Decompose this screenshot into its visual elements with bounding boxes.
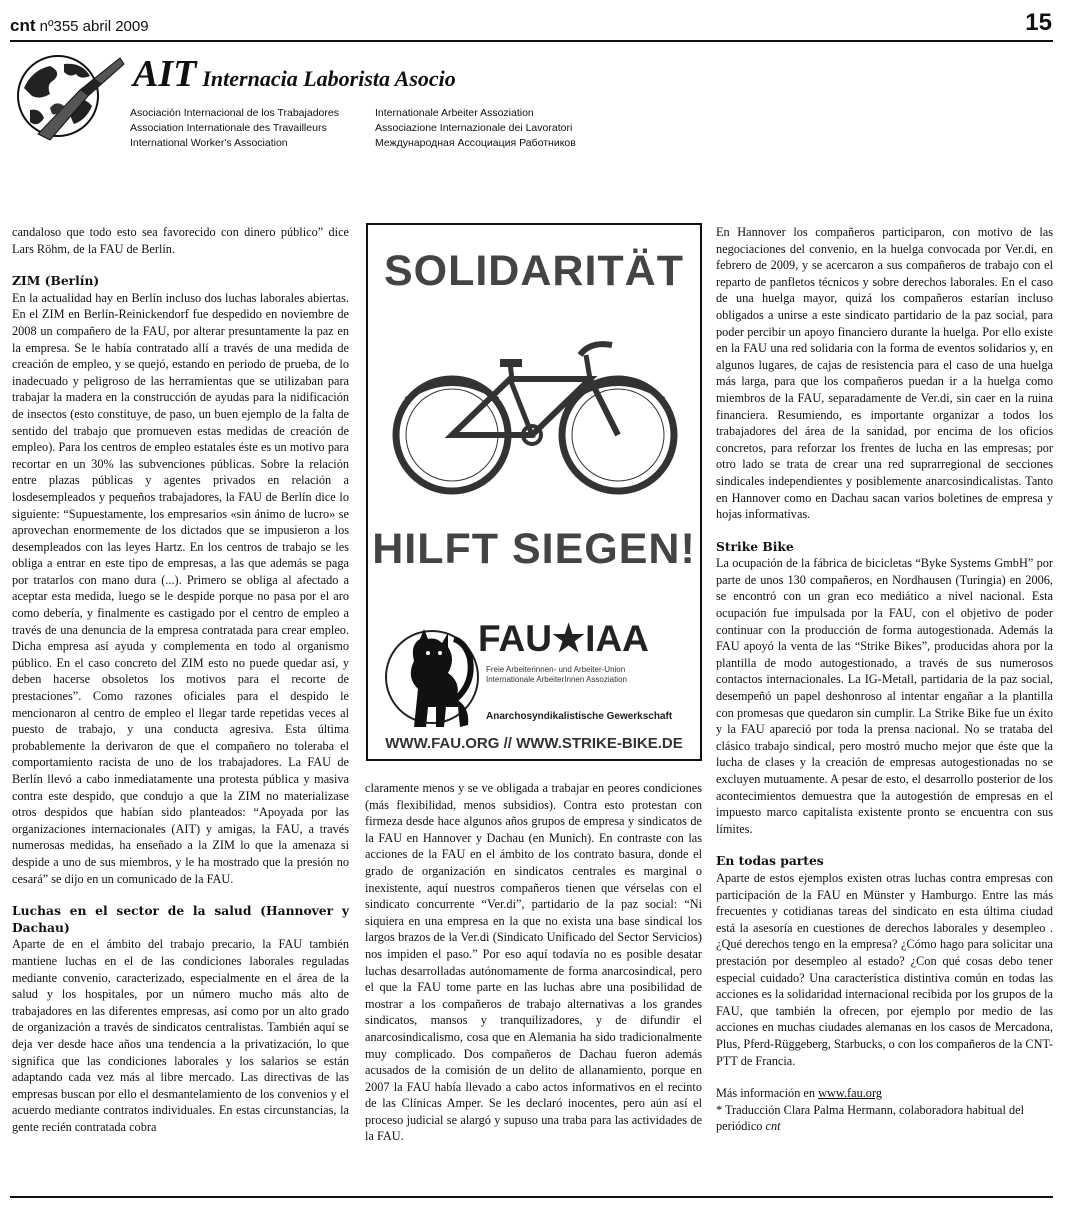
association-name: Associazione Internazionale dei Lavoratori: [375, 122, 573, 134]
paragraph: En la actualidad hay en Berlín incluso dos luchas laborales abiertas. En el ZIM en Berlín-Reinickendorf fue despedido en noviembre de 2008 un compañero de la FAU, por alterar presuntamente la paz en la empresa. Se le había contratado allí a través de una medida de creación de empleo, y se quejó, estando en periodo de prueba, de lo inadecuado y peligroso de las herramientas que se utilizaban para trabajar la madera en la construcción de ayudas para la nidificación de insectos (esto constituye, de paso, un buen ejemplo de la falta de sentido del trabajo que promueven estas medidas de creación de empleo). Para los centros de empleo estatales éste es un motivo para recortar en un 30% las subvenciones públicas. Sobre la relación entre plazas públicas y agentes privados en relación a losdesempleados y pequeños trabajadores, la FAU de Berlín dice lo siguiente: “Supuestamente, los empresarios «sin ánimo de lucro» se aprovechan enormemente de los dictados que se impusieron a los desempleados con las leyes Hartz. En los centros de trabajo se les obliga a entrar en este tipo de empresas, a las que además se paga por tratarlos con mano dura (...). Primero se obliga al afectado a aceptar esta medida, luego se le despide porque no pasa por el aro como debería, y finalmente es castigado por el centro de empleo a través de una denuncia de la empresa contratada para crear empleo. Dicha empresa así ayuda y complementa en todo al organismo público. En el caso concreto del ZIM esto no puede quedar así, y deben hacerse obsoletos los motivos para el recorte de prestaciones”. Como razones oficiales para el despido le mencionaron al centro de empleo el llegar tarde repetidas veces al puesto de trabajo, y una conducta agresiva. Esta última probablemente la derivaron de que el compañero no toleraba el comportamiento racista de uno de los trabajadores. La FAU de Berlín llevó a cabo inmediatamente una protesta pública y masiva contra este despido, que condujo a que la ZIM no materializase otros despidos que habían sido planteados: “Apoyada por las organizaciones internacionales (AIT) y amigas, la FAU, a través numerosas medidas, ha enseñado a la ZIM lo que la amenaza si despide a uno de sus miembros, y le ha mostrado que la presión no cesará” se dijo en un comunicado de la FAU.: [12, 290, 349, 886]
publication-name: cnt: [10, 16, 36, 35]
association-name: Asociación Internacional de los Trabajadores: [130, 107, 339, 119]
paragraph-spacer: [12, 257, 349, 273]
article-column-3: [716, 224, 1053, 1135]
paragraph: Aparte de estos ejemplos existen otras luchas contra empresas con participación de la FAU en Münster y Hamburgo. Entre las más frecuentes y cotidianas tareas del sindicato en esta última ciudad está la asesoría en cuestiones de derechos laborales y desempleo . ¿Qué derechos tengo en la empresa? ¿Cómo hago para solicitar una prestación por desempleo al estado? ¿Con qué cosas debo tener especial cuidado? Una característica distintiva común en todas las acciones es la solidaridad internacional recibida por los grupos de la FAU, que también la ofrecen, por ejemplo por medio de las acciones en muchas ciudades alemanas en los casos de Mercadona, Plus, Pferd-Rüggeberg, Starbucks, o con los compañeros de la CNT-PTT de Francia.: [716, 870, 1053, 1068]
translation-credit: [716, 1102, 1053, 1135]
paragraph-spacer: [716, 1069, 1053, 1085]
more-info-line: [716, 1085, 1053, 1102]
ait-esperanto-name: Internacia Laborista Asocio: [202, 66, 456, 91]
paragraph: claramente menos y se ve obligada a trabajar en peores condiciones (más flexibilidad, menos subsidios). Contra esto protestan con firmeza desde hace algunos años grupos de empresa y sindicatos de la FAU en Hannover y Dachau (en Munich). En contraste con las acciones de la FAU en el ámbito de los contrato basura, donde el grado de organización en sindicatos centrales es marginal o inexistente, aquí nuestros compañeros tienen que vérselas con el sindicato concurrente “Ver.di”, partidario de la paz social: “Ni siquiera en una empresa en la que no exista una base sindical los largos brazos de la Ver.di (Sindicato Unificado del Sector Servicios) nos impiden el paso.” Por eso aquí todavía no es posible desatar luchas desarrolladas autónomamente de forma anarcosindical, pero el que la FAU tome parte en las luchas abre una posibilidad de mostrar a los compañeros de trabajo alternativas a los grandes sindicatos, mansos y tranquilizadores, y de difundir el anarcosindicalismo, cosa que en Alemania ha sido tradicionalmente muy complicado. Dos compañeros de Dachau fueron además acusados de la comisión de un delito de allanamiento, porque en 2007 la FAU había llevado a cabo actos informativos en el recinto de las Clínicas Amper. Se les declaró inocentes, pero aún así el proceso judicial se alargó y supuso una traba para las actividades de la FAU.: [365, 781, 702, 1144]
paragraph: Aparte de en el ámbito del trabajo precario, la FAU también mantiene luchas en el de las condiciones laborales reguladas mediante convenio, caracterizado, especialmente en el área de la salud y los hospitales, por un número mucho más alto de trabajadores en las diferentes empresas, así como por un alto grado de organización a través de sindicatos centralistas. También aquí se deja ver desde hace años una tendencia a la privatización, lo que significa que las condiciones laborales y los salarios se están adaptando cada vez más al libre mercado. Las directivas de las empresas buscan por ello el desmantelamiento de los convenios y el acuerdo mediante contratos individuales. En estas circunstancias, la gente recién contratada cobra: [12, 937, 349, 1134]
solidarity-poster: [366, 223, 702, 761]
fau-name-line: Freie Arbeiterinnen- und Arbeiter-Union: [486, 665, 626, 674]
credit-publication: cnt: [765, 1119, 781, 1134]
paragraph: candaloso que todo esto sea favorecido con dinero público” dice Lars Röhm, de la FAU de Berlín.: [12, 225, 349, 256]
more-info-label: Más información en: [716, 1086, 816, 1101]
page-number: 15: [1025, 9, 1052, 36]
association-names-left: [130, 106, 339, 151]
association-name: Association Internationale des Travailleurs: [130, 122, 327, 134]
article-column-2: [365, 780, 702, 1145]
fau-name-line: Internationale ArbeiterInnen Assoziation: [486, 675, 627, 684]
fau-tagline: Anarchosyndikalistische Gewerkschaft: [486, 711, 673, 722]
footer-rule: [10, 1196, 1053, 1198]
fau-full-name: [486, 665, 627, 685]
association-names-right: [375, 106, 576, 151]
association-name: Internationale Arbeiter Assoziation: [375, 107, 534, 119]
header-rule: [10, 40, 1053, 42]
paragraph-spacer: [12, 887, 349, 903]
paragraph: En Hannover los compañeros participaron, con motivo de las negociaciones del convenio, en la huelga convocada por Ver.di, en febrero de 2009, y se acercaron a sus compañeros de trabajo con el reparto de panfletos técnicos y sobre derechos laborales. En el caso de una huelga mayor, quizá los compañeros estarían incluso obligados a unirse a este sindicato partidario de la paz social, para poder percibir un apoyo financiero durante la huelga. Por ello existe en la FAU una red solidaria con la forma de eventos solidarios y, en algunos lugares, de cajas de resistencia para el caso de una huelga más larga, para que los compañeros puedan ir a la huelga como miembros de la FAU, separadamente de Ver.di, sin caer en la ruina financiera. Resumiendo, es importante organizar a todos los trabajadores del área de la sanidad, por encima de los oficios concretos, para reforzar los frentes de lucha en las empresas; por otro lado se trata de crear una red suprarregional de secciones sindicales independientes y posiblemente anarcosindicalistas. Tanto en Hannover como en Dachau sacan varios boletines de empresa y hojas informativas.: [716, 225, 1053, 522]
section-heading: Strike Bike: [716, 538, 794, 554]
fau-website-link[interactable]: www.fau.org: [818, 1086, 882, 1101]
fau-iaa-logo-text: FAU★IAA: [478, 618, 649, 659]
credit-text: * Traducción Clara Palma Hermann, colaboradora habitual del periódico: [716, 1102, 1025, 1134]
paragraph-spacer: [716, 837, 1053, 853]
ait-title: [133, 52, 456, 96]
section-heading: ZIM (Berlín): [12, 273, 100, 289]
poster-urls: WWW.FAU.ORG // WWW.STRIKE-BIKE.DE: [385, 735, 683, 752]
paragraph-spacer: [716, 523, 1053, 539]
publication-info: [10, 16, 149, 36]
ait-globe-logo: [10, 50, 128, 148]
issue-info: nº355 abril 2009: [39, 18, 149, 35]
association-name: Международная Ассоциация Работников: [375, 137, 576, 149]
article-column-1: [12, 224, 349, 1135]
paragraph: La ocupación de la fábrica de bicicletas “Byke Systems GmbH” por parte de unos 130 compañeros, en Nordhausen (Turingia) en 2006, se encontró con un gran eco mediático a nivel nacional. Esta ocupación fue impulsada por la FAU, con el objetivo de poder continuar con la producción de forma autogestionada. Además la FAU apoyó la venta de las “Strike Bikes”, producidas ahora por la plantilla de modo autogestionado, a través de sus numerosos contactos internacionales. La IG-Metall, partidaria de la paz social, desempeñó un papel deshonroso al intentar engañar a la plantilla con promesas que quedaron sin cumplir. La Strike Bike fue un éxito y la FAU apareció por toda la prensa nacional. No se trataba del clásico trabajo sindical, pero mostró mucho mejor que éste que la lucha de clases y la creación de empresas autogestionadas no se excluyen mutuamente. A pesar de esto, el desarrollo posterior de los acontecimientos demuestra que la autogestión de empresas en el impuesto marco capitalista existente pronto se encuentra con sus límites.: [716, 556, 1053, 836]
association-name: International Worker's Association: [130, 137, 288, 149]
bicycle-icon: [390, 305, 680, 505]
poster-headline: SOLIDARITÄT: [383, 247, 685, 295]
ait-acronym: AIT: [133, 53, 197, 95]
poster-slogan: HILFT SIEGEN!: [372, 525, 696, 573]
section-heading: En todas partes: [716, 853, 824, 869]
black-cat-icon: [384, 603, 480, 743]
section-heading: Luchas en el sector de la salud (Hannover y Dachau): [12, 903, 349, 935]
